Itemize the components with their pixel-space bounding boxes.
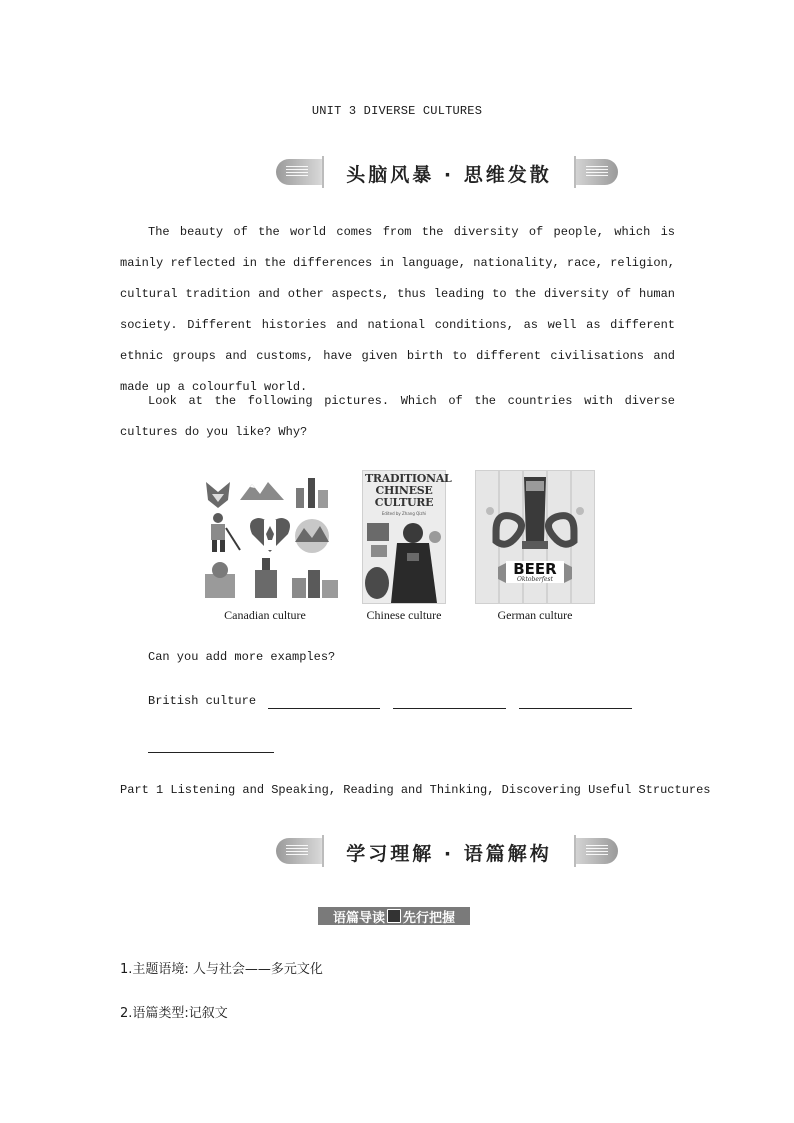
more-examples-prompt: Can you add more examples?: [148, 650, 336, 664]
part1-heading: Part 1 Listening and Speaking, Reading and Thinking, Discovering Useful Structures: [120, 783, 711, 797]
chinese-book-title: TRADITIONAL CHINESE CULTURE: [365, 472, 452, 509]
question-paragraph: [120, 386, 675, 448]
british-culture-label: British culture: [148, 694, 257, 708]
beer-label: BEER: [513, 560, 557, 578]
german-culture-image: [475, 470, 595, 604]
beer-pretzel-icon: [476, 471, 594, 603]
intro-paragraph: [120, 217, 675, 403]
chinese-book-editor: Edited by Zhang Qizhi: [381, 511, 427, 516]
answer-blank-4[interactable]: [148, 738, 274, 753]
study-banner: [276, 838, 618, 864]
intro-paragraph-text: The beauty of the world comes from the diversity of people, which is mainly reflected in the differences in language, nationality, race, religion, cultural tradition and other aspects, thus leading to the diversity of human society. Different histories and national conditions, as well as different ethnic groups and customs, have given birth to different civilisations and made up a colourful world.: [120, 225, 675, 394]
list-item: 2.语篇类型:记叙文: [120, 1006, 228, 1021]
canadian-culture-caption: Canadian culture: [224, 608, 306, 622]
canadian-culture-image: [200, 470, 343, 603]
chinese-culture-image: [362, 470, 452, 604]
question-paragraph-text: Look at the following pictures. Which of the countries with diverse cultures do you like? Why?: [120, 394, 675, 439]
list-item: 1.主题语境: 人与社会——多元文化: [120, 962, 323, 977]
brainstorm-banner-text: 头脑风暴 · 思维发散: [346, 164, 552, 186]
section-tag: [318, 907, 470, 925]
unit-title: UNIT 3 DIVERSE CULTURES: [311, 104, 483, 118]
study-banner-text: 学习理解 · 语篇解构: [346, 843, 552, 865]
brainstorm-banner: [276, 159, 618, 185]
german-culture-caption: German culture: [497, 608, 573, 622]
answer-blank-1[interactable]: [268, 694, 380, 709]
answer-blank-3[interactable]: [519, 694, 632, 709]
chinese-culture-caption: Chinese culture: [366, 608, 442, 622]
section-tag-right: 先行把握: [403, 910, 456, 926]
canada-collage-icon: [200, 470, 343, 603]
answer-blank-2[interactable]: [393, 694, 506, 709]
book-icon: [387, 909, 401, 923]
beer-sublabel: Oktoberfest: [516, 576, 554, 583]
confucius-statue-icon: [363, 517, 445, 603]
section-tag-left: 语篇导读: [332, 910, 385, 926]
